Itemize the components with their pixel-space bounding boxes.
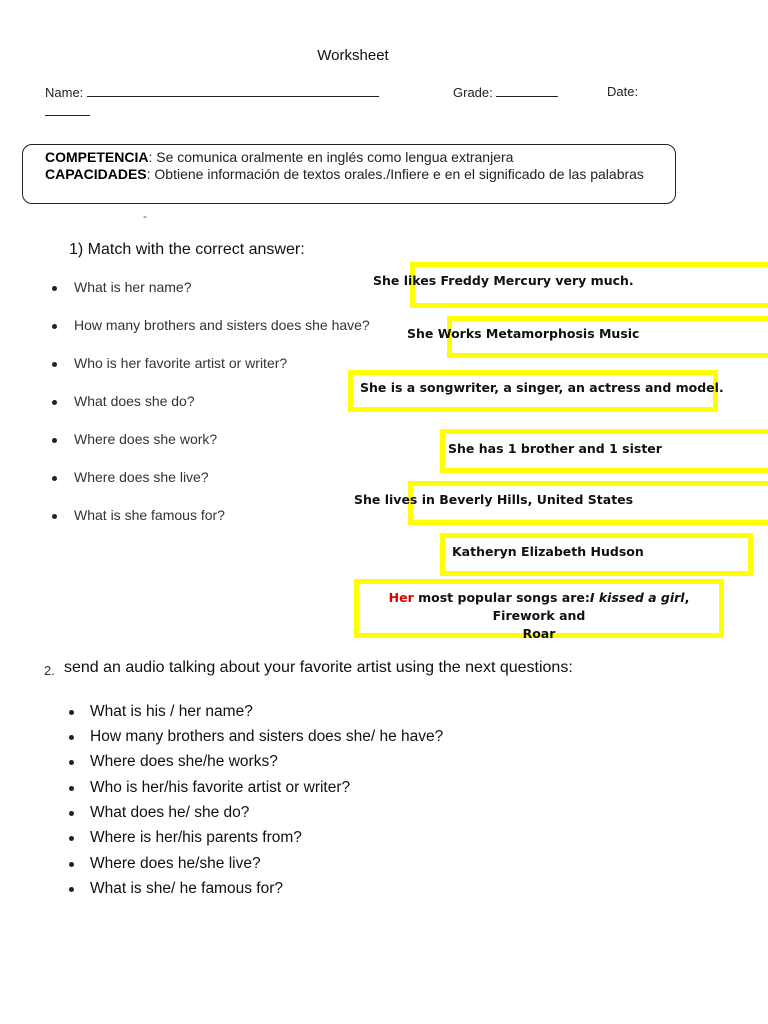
question-item: What is she famous for?	[74, 507, 225, 523]
question2-item: How many brothers and sisters does she/ he have?	[90, 728, 444, 745]
bullet	[69, 786, 74, 791]
question2-item: What is his / her name?	[90, 703, 253, 720]
question-item: What is her name?	[74, 279, 192, 295]
bullet	[52, 286, 57, 291]
answer-text: Katheryn Elizabeth Hudson	[452, 544, 644, 559]
answer-text: She likes Freddy Mercury very much.	[373, 273, 634, 288]
bullet	[52, 514, 57, 519]
bullet	[52, 400, 57, 405]
question-item: How many brothers and sisters does she have?	[74, 317, 370, 333]
date-label: Date:	[607, 84, 639, 99]
worksheet-title: Worksheet	[317, 47, 389, 64]
name-blank	[87, 84, 379, 97]
bullet	[69, 735, 74, 740]
stray-mark: -	[143, 209, 147, 223]
grade-label: Grade:	[453, 85, 493, 100]
bullet	[52, 476, 57, 481]
bullet	[69, 887, 74, 892]
grade-field[interactable]	[453, 84, 558, 100]
grade-blank	[496, 84, 558, 97]
question2-item: Who is her/his favorite artist or writer?	[90, 779, 351, 796]
capacidades-desc: : Obtiene información de textos orales./Infiere e en el significado de las palabras	[146, 166, 644, 182]
competencia-text	[45, 149, 665, 183]
question-item: Where does she work?	[74, 431, 218, 447]
question2-item: What is she/ he famous for?	[90, 880, 283, 897]
question-item: Who is her favorite artist or writer?	[74, 355, 288, 371]
name-field[interactable]	[45, 84, 379, 100]
competencia-desc: : Se comunica oralmente en inglés como lengua extranjera	[148, 149, 514, 165]
bullet	[69, 760, 74, 765]
section2-title: send an audio talking about your favorite artist using the next questions:	[64, 659, 573, 676]
answer-text-songs: Her most popular songs are:I kissed a girl, Firework and Roar	[388, 590, 690, 641]
section1-title: 1) Match with the correct answer:	[69, 241, 305, 258]
bullet	[69, 710, 74, 715]
question2-item: What does he/ she do?	[90, 804, 250, 821]
name-label: Name:	[45, 85, 84, 100]
question2-item: Where is her/his parents from?	[90, 829, 302, 846]
bullet	[69, 836, 74, 841]
competencia-label: COMPETENCIA	[45, 149, 149, 165]
answer-text: She is a songwriter, a singer, an actress and model.	[360, 380, 724, 395]
bullet	[52, 324, 57, 329]
her-word: Her	[388, 590, 414, 605]
question2-item: Where does he/she live?	[90, 855, 261, 872]
bullet	[52, 438, 57, 443]
question2-item: Where does she/he works?	[90, 753, 278, 770]
bullet	[52, 362, 57, 367]
section2-number: 2.	[44, 663, 55, 678]
bullet	[69, 811, 74, 816]
capacidades-label: CAPACIDADES	[45, 166, 147, 182]
answer-text: She lives in Beverly Hills, United States	[354, 492, 634, 507]
question-item: Where does she live?	[74, 469, 209, 485]
answer-text: She Works Metamorphosis Music	[407, 326, 640, 341]
question-item: What does she do?	[74, 393, 195, 409]
bullet	[69, 862, 74, 867]
date-blank[interactable]	[45, 105, 90, 116]
answer-text: She has 1 brother and 1 sister	[448, 441, 662, 456]
